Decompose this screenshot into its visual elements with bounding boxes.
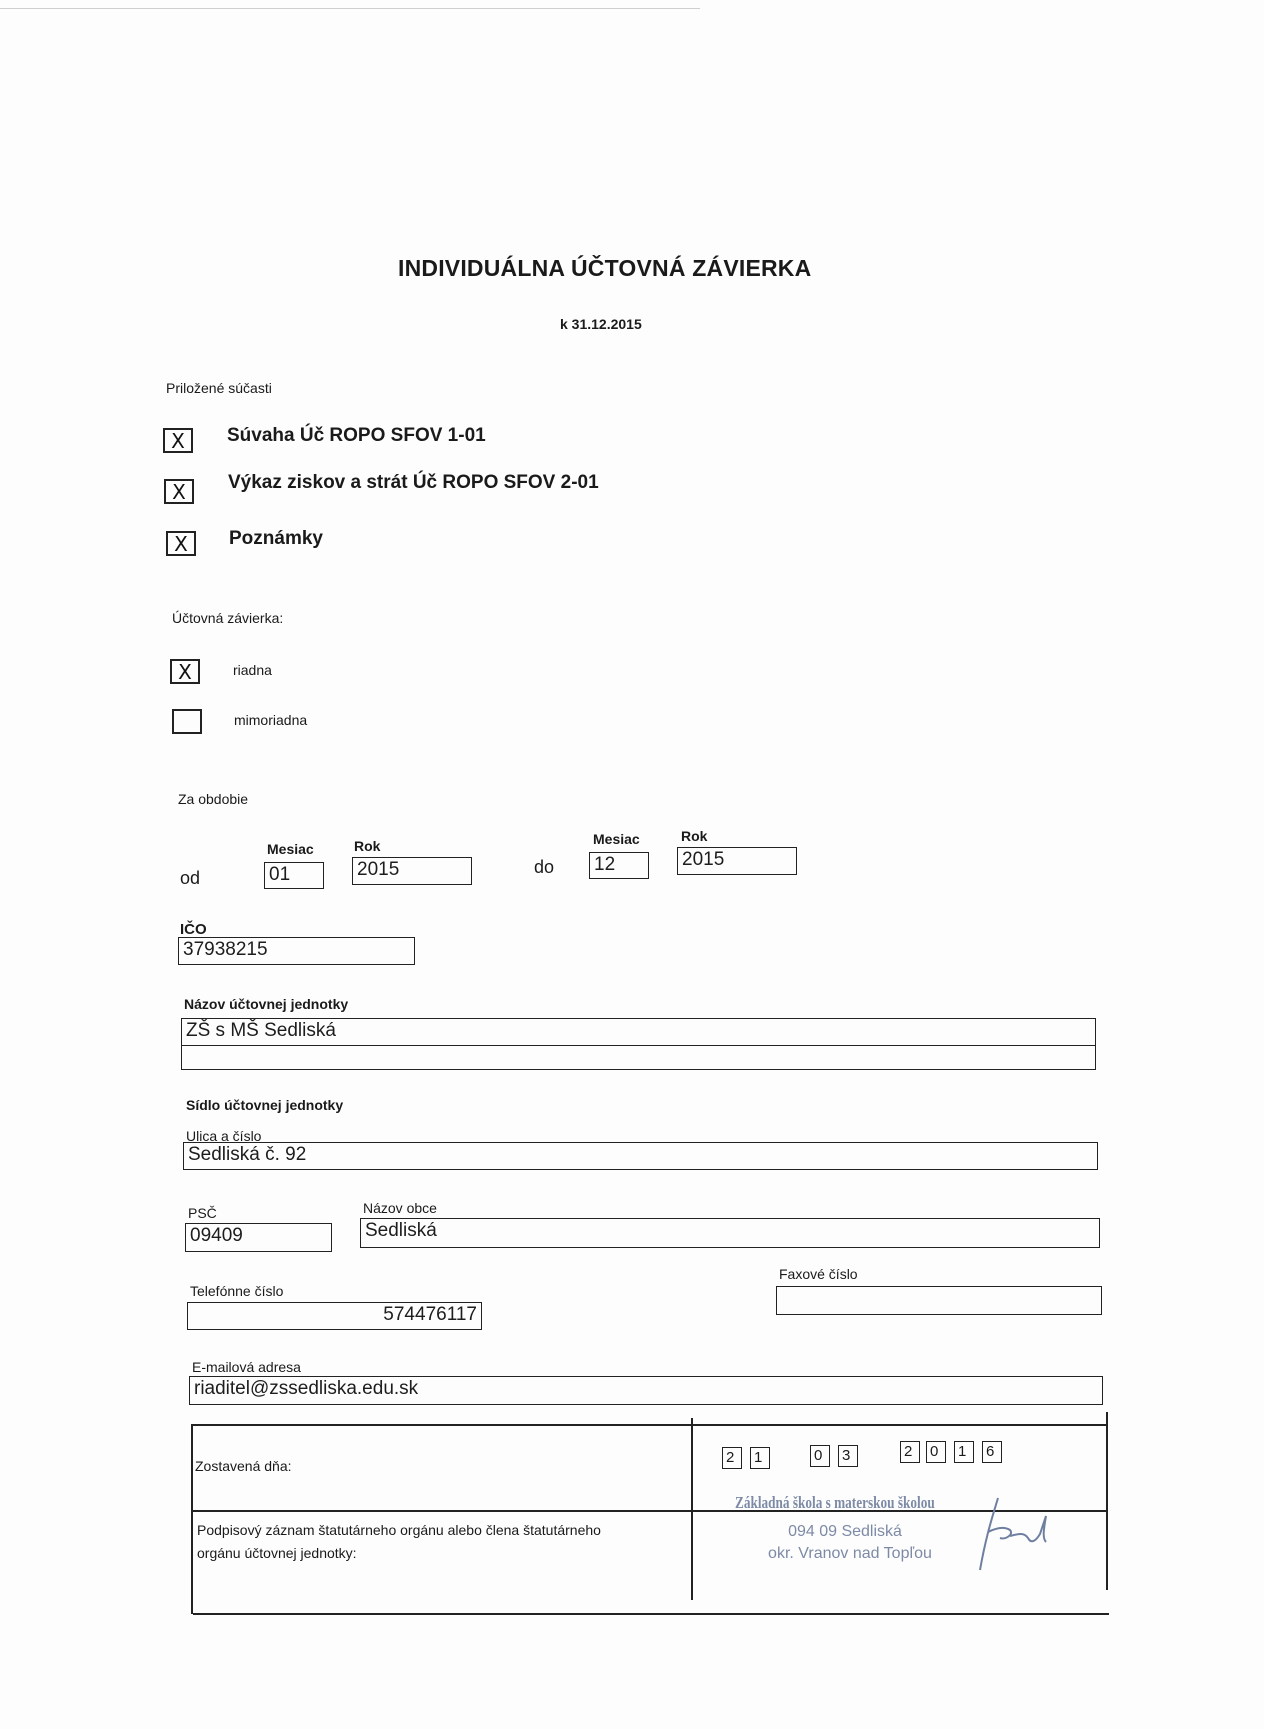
stamp-line-address: 094 09 Sedliská [788, 1523, 902, 1540]
email-field[interactable]: riaditel@zssedliska.edu.sk [189, 1376, 1103, 1405]
compiled-year-digit: 0 [926, 1441, 946, 1463]
unit-name-field-line1[interactable]: ZŠ s MŠ Sedliská [181, 1018, 1096, 1046]
period-to-label: do [534, 857, 555, 877]
closure-checkbox-extraordinary[interactable] [172, 709, 202, 734]
closure-label-ordinary: riadna [233, 662, 272, 678]
period-from-label: od [180, 868, 201, 888]
seat-heading: Sídlo účtovnej jednotky [186, 1097, 344, 1113]
psc-label: PSČ [188, 1205, 217, 1221]
scan-edge-line [0, 8, 700, 9]
compiled-label: Zostavená dňa: [195, 1458, 292, 1474]
town-field[interactable]: Sedliská [360, 1218, 1100, 1248]
attachment-label-balance: Súvaha Úč ROPO SFOV 1-01 [227, 425, 486, 446]
phone-field[interactable]: 574476117 [187, 1302, 482, 1330]
compiled-year-digit: 2 [900, 1441, 920, 1463]
town-label: Názov obce [363, 1200, 437, 1216]
email-label: E-mailová adresa [192, 1359, 301, 1375]
attachment-label-notes: Poznámky [229, 528, 323, 549]
attachments-heading: Priložené súčasti [166, 380, 272, 396]
compiled-day-digit: 1 [750, 1447, 770, 1469]
period-from-month-field[interactable]: 01 [264, 862, 324, 889]
closure-checkbox-ordinary[interactable]: X [170, 659, 200, 684]
street-field[interactable]: Sedliská č. 92 [183, 1142, 1098, 1170]
compiled-year-digit: 1 [954, 1441, 974, 1463]
closure-type-heading: Účtovná závierka: [172, 610, 284, 626]
compiled-year-digit: 6 [982, 1441, 1002, 1463]
compiled-month-digit: 0 [810, 1445, 830, 1467]
stamp-line-district: okr. Vranov nad Topľou [768, 1545, 932, 1562]
signature-scribble [970, 1488, 1060, 1578]
fax-field[interactable] [776, 1286, 1102, 1315]
compiled-month-digit: 3 [838, 1445, 858, 1467]
stamp-line-school: Základná škola s materskou školou [735, 1493, 935, 1512]
phone-label: Telefónne číslo [190, 1283, 284, 1299]
period-to-month-field[interactable]: 12 [589, 852, 649, 879]
ico-label: IČO [180, 921, 207, 938]
unit-name-label: Názov účtovnej jednotky [184, 996, 349, 1012]
period-from-year-label: Rok [354, 838, 381, 854]
period-to-year-label: Rok [681, 828, 708, 844]
period-to-month-label: Mesiac [593, 831, 640, 847]
document-date: k 31.12.2015 [560, 316, 642, 332]
period-to-year-field[interactable]: 2015 [677, 847, 797, 875]
closure-label-extraordinary: mimoriadna [234, 712, 308, 728]
attachment-checkbox-notes[interactable]: X [166, 531, 196, 556]
attachment-checkbox-income[interactable]: X [164, 479, 194, 504]
period-from-month-label: Mesiac [267, 841, 314, 857]
attachment-label-income: Výkaz ziskov a strát Úč ROPO SFOV 2-01 [228, 472, 599, 493]
ico-field[interactable]: 37938215 [178, 937, 415, 965]
fax-label: Faxové číslo [779, 1266, 858, 1282]
signature-label-line1: Podpisový záznam štatutárneho orgánu alebo člena štatutárneho [197, 1522, 601, 1538]
street-label: Ulica a číslo [186, 1128, 262, 1144]
period-heading: Za obdobie [178, 791, 249, 807]
document-title: INDIVIDUÁLNA ÚČTOVNÁ ZÁVIERKA [398, 255, 812, 281]
psc-field[interactable]: 09409 [185, 1223, 332, 1252]
compiled-day-digit: 2 [722, 1447, 742, 1469]
period-from-year-field[interactable]: 2015 [352, 857, 472, 885]
unit-name-field-line2[interactable] [181, 1044, 1096, 1070]
signature-label-line2: orgánu účtovnej jednotky: [197, 1545, 357, 1561]
attachment-checkbox-balance[interactable]: X [163, 428, 193, 453]
